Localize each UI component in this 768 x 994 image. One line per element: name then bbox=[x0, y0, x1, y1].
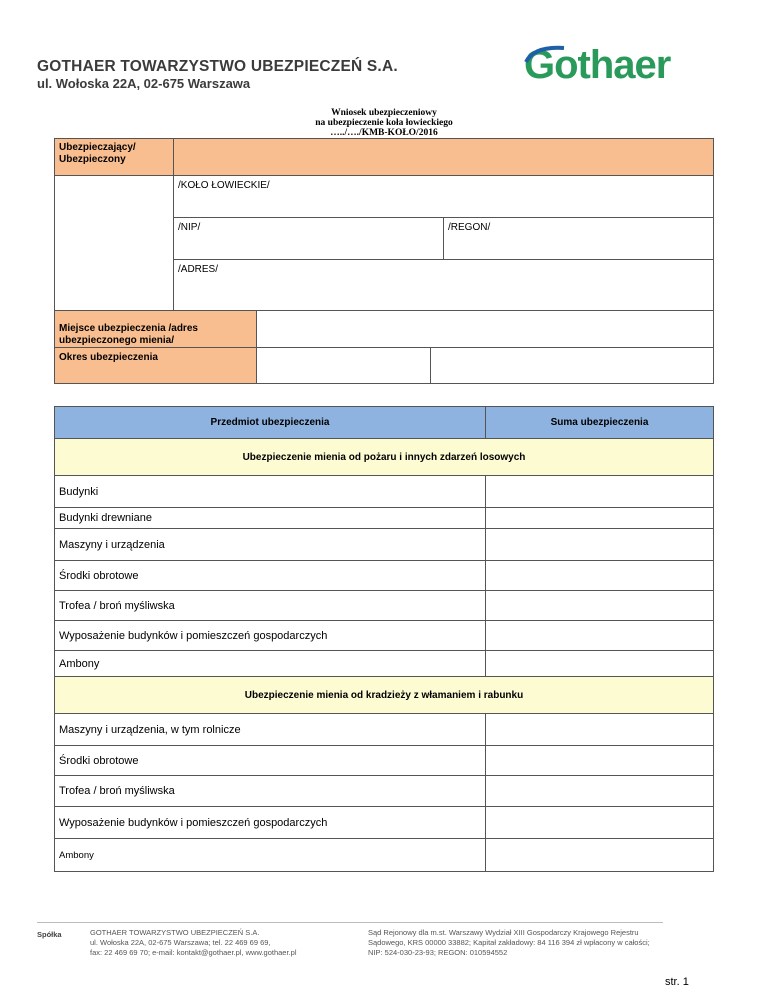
coverage-row-label-cell bbox=[54, 745, 486, 776]
coverage-row-label: Budynki drewniane bbox=[59, 512, 152, 524]
coverage-row-label: Maszyny i urządzenia, w tym rolnicze bbox=[59, 723, 241, 736]
footer-right-line3: NIP: 524-030-23-93; REGON: 010594552 bbox=[368, 948, 508, 957]
sum-insured-input[interactable] bbox=[485, 745, 714, 776]
sum-column-header bbox=[485, 406, 714, 439]
subject-column-label: Przedmiot ubezpieczenia bbox=[210, 417, 330, 428]
coverage-row-label-cell bbox=[54, 475, 486, 508]
footer-right-line1: Sąd Rejonowy dla m.st. Warszawy Wydział XIII Gospodarczy Krajowego Rejestru bbox=[368, 928, 639, 937]
regon-field[interactable] bbox=[443, 217, 714, 260]
sum-insured-input[interactable] bbox=[485, 590, 714, 621]
nip-label: /NIP/ bbox=[178, 222, 201, 233]
coverage-row-label: Trofea / broń myśliwska bbox=[59, 599, 175, 612]
coverage-row-label: Środki obrotowe bbox=[59, 569, 139, 582]
sum-insured-input[interactable] bbox=[485, 806, 714, 839]
insured-label: Ubezpieczający/ Ubezpieczony bbox=[59, 142, 136, 165]
section2-header bbox=[54, 676, 714, 714]
footer-left-line1: GOTHAER TOWARZYSTWO UBEZPIECZEŃ S.A. bbox=[90, 928, 260, 937]
coverage-row-label: Trofea / broń myśliwska bbox=[59, 785, 175, 797]
coverage-row-label-cell bbox=[54, 560, 486, 591]
location-label: Miejsce ubezpieczenia /adres ubezpieczonego mienia/ bbox=[59, 323, 198, 346]
coverage-row-label: Maszyny i urządzenia bbox=[59, 538, 165, 551]
sum-insured-input[interactable] bbox=[485, 775, 714, 807]
adres-label: /ADRES/ bbox=[178, 264, 219, 275]
subject-column-header bbox=[54, 406, 486, 439]
company-address: ul. Wołoska 22A, 02-675 Warszawa bbox=[37, 76, 251, 91]
sum-insured-input[interactable] bbox=[485, 838, 714, 872]
sum-insured-input[interactable] bbox=[485, 507, 714, 529]
section1-title: Ubezpieczenie mienia od pożaru i innych zdarzeń losowych bbox=[242, 451, 526, 463]
coverage-row-label-cell bbox=[54, 713, 486, 746]
section1-header bbox=[54, 438, 714, 476]
period-label: Okres ubezpieczenia bbox=[59, 352, 158, 363]
period-from-field[interactable] bbox=[256, 347, 431, 384]
form-title-line2: na ubezpieczenie koła łowieckiego bbox=[315, 118, 453, 128]
sum-insured-input[interactable] bbox=[485, 560, 714, 591]
sum-insured-input[interactable] bbox=[485, 713, 714, 746]
footer-left-line2: ul. Wołoska 22A, 02-675 Warszawa; tel. 22 469 69 69, bbox=[90, 938, 271, 947]
location-label-cell bbox=[54, 310, 257, 348]
adres-field[interactable] bbox=[173, 259, 714, 311]
insured-label-cell bbox=[54, 138, 174, 176]
coverage-row-label-cell bbox=[54, 590, 486, 621]
footer-divider bbox=[37, 922, 663, 923]
coverage-row-label: Ambony bbox=[59, 657, 100, 670]
regon-label: /REGON/ bbox=[448, 222, 491, 233]
insured-header-fill bbox=[173, 138, 714, 176]
sum-insured-input[interactable] bbox=[485, 620, 714, 651]
coverage-row-label-cell bbox=[54, 507, 486, 529]
coverage-row-label-cell bbox=[54, 806, 486, 839]
coverage-row-label: Środki obrotowe bbox=[59, 754, 139, 767]
form-title-line1: Wniosek ubezpieczeniowy bbox=[331, 108, 437, 118]
company-name: GOTHAER TOWARZYSTWO UBEZPIECZEŃ S.A. bbox=[37, 58, 398, 75]
period-to-field[interactable] bbox=[430, 347, 714, 384]
footer-right-line2: Sądowego, KRS 00000 33882; Kapitał zakładowy: 84 116 394 zł wpłacony w całości; bbox=[368, 938, 650, 947]
sum-insured-input[interactable] bbox=[485, 528, 714, 561]
period-label-cell bbox=[54, 347, 257, 384]
insured-blank-cell bbox=[54, 175, 174, 311]
coverage-row-label: Ambony bbox=[59, 849, 94, 861]
coverage-row-label-cell bbox=[54, 775, 486, 807]
gothaer-logo bbox=[524, 40, 674, 90]
page-number: str. 1 bbox=[665, 976, 689, 988]
location-field[interactable] bbox=[256, 310, 714, 348]
coverage-row-label: Wyposażenie budynków i pomieszczeń gospodarczych bbox=[59, 629, 328, 642]
kolo-field[interactable] bbox=[173, 175, 714, 218]
coverage-row-label: Budynki bbox=[59, 485, 99, 498]
kolo-label: /KOŁO ŁOWIECKIE/ bbox=[178, 180, 270, 191]
coverage-row-label-cell bbox=[54, 528, 486, 561]
coverage-row-label-cell bbox=[54, 650, 486, 677]
section2-title: Ubezpieczenie mienia od kradzieży z włamaniem i rabunku bbox=[244, 689, 524, 701]
coverage-row-label-cell bbox=[54, 620, 486, 651]
coverage-row-label: Wyposażenie budynków i pomieszczeń gospodarczych bbox=[59, 816, 328, 829]
nip-field[interactable] bbox=[173, 217, 444, 260]
footer-spolka-label: Spółka bbox=[37, 930, 62, 939]
logo-text: Gothaer bbox=[524, 43, 671, 87]
coverage-row-label-cell bbox=[54, 838, 486, 872]
footer-left-line3: fax: 22 469 69 70; e-mail: kontakt@gothaer.pl, www.gothaer.pl bbox=[90, 948, 297, 957]
sum-insured-input[interactable] bbox=[485, 475, 714, 508]
form-reference-number: …../…./KMB-KOŁO/2016 bbox=[330, 128, 438, 138]
sum-insured-input[interactable] bbox=[485, 650, 714, 677]
sum-column-label: Suma ubezpieczenia bbox=[550, 417, 649, 428]
